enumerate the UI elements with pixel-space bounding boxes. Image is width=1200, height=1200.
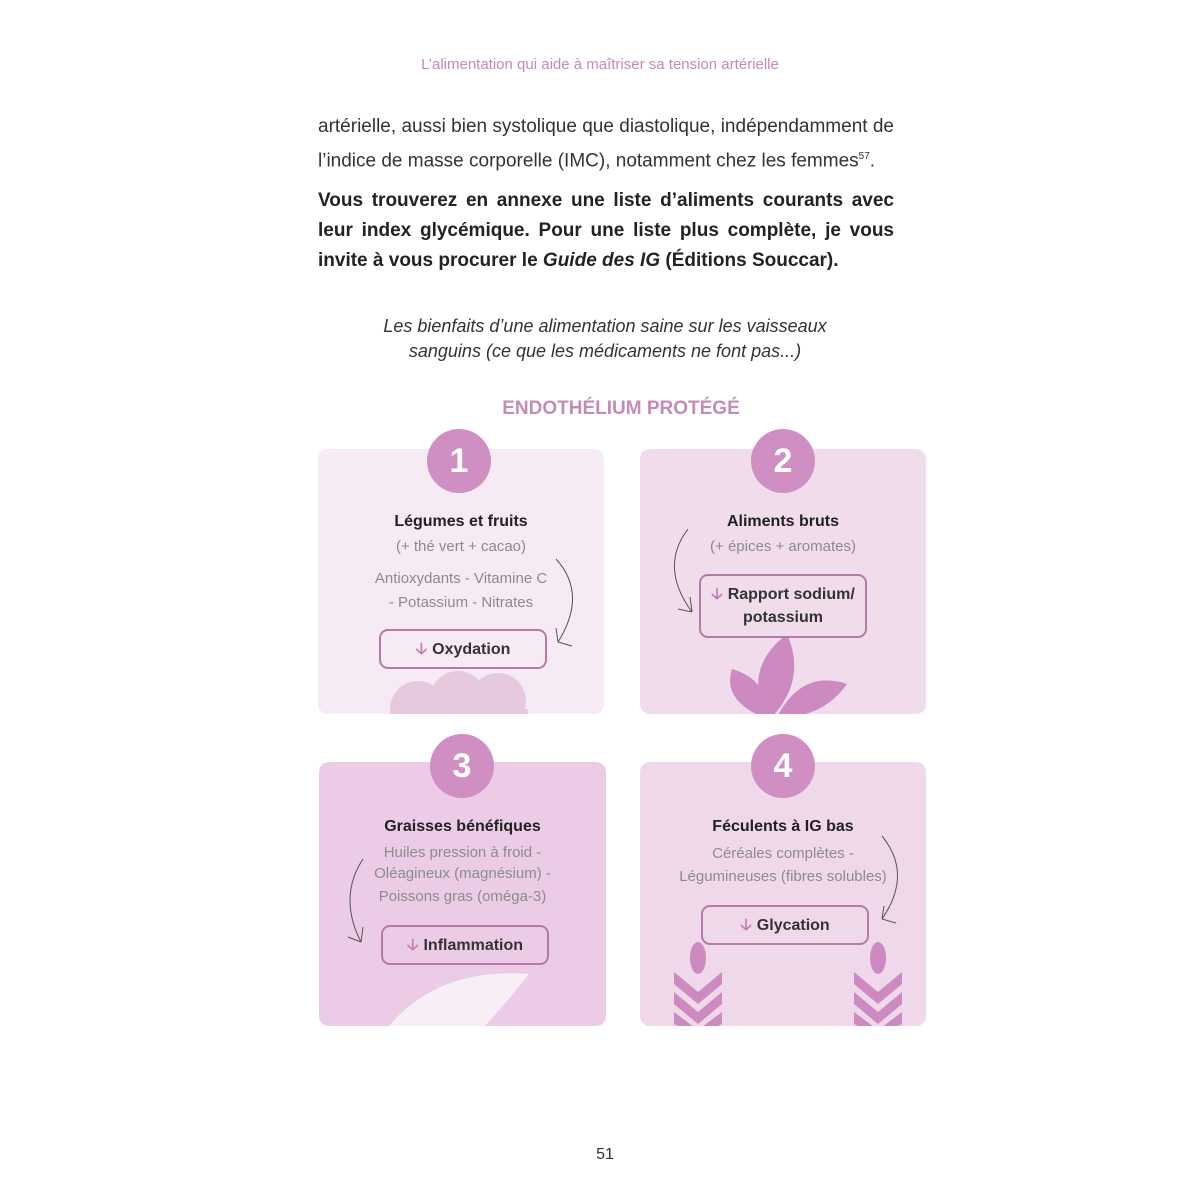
arrow-down-icon: 🡣 — [711, 586, 723, 603]
figure-caption — [330, 314, 880, 364]
effect-box — [381, 925, 549, 965]
card-title: Légumes et fruits — [394, 513, 528, 530]
card-title: Graisses bénéfiques — [384, 818, 541, 835]
effect-label: Oxydation — [432, 640, 511, 658]
card-detail: Poissons gras (oméga-3) — [378, 888, 547, 905]
curved-arrow-icon — [664, 527, 704, 617]
card-healthy-fats — [319, 762, 606, 1026]
caption-line: Les bienfaits d’une alimentation saine sur les vaisseaux — [383, 316, 827, 336]
arrow-down-icon: 🡣 — [415, 640, 428, 658]
curved-arrow-icon — [343, 857, 373, 947]
effect-line — [711, 583, 855, 606]
card-subtitle: (+ épices + aromates) — [710, 538, 856, 555]
arrow-down-icon: 🡣 — [406, 936, 419, 954]
effect-label: Rapport sodium/ — [727, 586, 855, 603]
body-paragraph — [318, 112, 894, 176]
running-header: L’alimentation qui aide à maîtriser sa tension artérielle — [421, 56, 779, 73]
figure-title: ENDOTHÉLIUM PROTÉGÉ — [502, 398, 740, 419]
step-number-1: 1 — [427, 429, 491, 493]
caption-line: sanguins (ce que les médicaments ne font pas...) — [408, 341, 802, 361]
step-number-3: 3 — [430, 734, 494, 798]
curved-arrow-icon — [878, 834, 912, 924]
effect-label: potassium — [742, 609, 823, 626]
effect-label: Inflammation — [423, 936, 524, 954]
card-detail: - Potassium - Nitrates — [388, 594, 534, 611]
curved-arrow-icon — [548, 554, 588, 649]
effect-box — [699, 574, 867, 638]
arrow-down-icon: 🡣 — [740, 916, 752, 934]
paragraph-text: artérielle, aussi bien systolique que diastolique, indépendamment de l’indice de masse corporelle (IMC), notamment chez les femmes — [318, 116, 894, 172]
card-low-gi-starches — [640, 762, 926, 1026]
book-title: Guide des IG — [542, 250, 661, 271]
footnote-ref: 57 — [858, 151, 870, 162]
fish-icon — [379, 962, 549, 1026]
step-number-2: 2 — [751, 429, 815, 493]
effect-box — [701, 905, 869, 945]
bold-paragraph — [318, 186, 894, 276]
card-detail: Oléagineux (magnésium) - — [374, 865, 551, 882]
effect-box — [379, 629, 547, 669]
paragraph-text: Vous trouverez en annexe une liste d’aliments courants avec leur index glycémique. Pour une liste plus complète, je vous invite à vous procurer le — [318, 190, 894, 271]
card-detail: Céréales complètes - — [712, 845, 854, 862]
step-number-4: 4 — [751, 734, 815, 798]
card-detail: Antioxydants - Vitamine C — [374, 570, 548, 587]
wheat-icon — [670, 942, 726, 1026]
wheat-icon — [850, 942, 906, 1026]
paragraph-end: . — [869, 150, 876, 172]
paragraph-end: (Éditions Souccar). — [660, 250, 839, 271]
card-subtitle: (+ thé vert + cacao) — [395, 538, 527, 555]
card-title: Féculents à IG bas — [712, 818, 854, 835]
card-title: Aliments bruts — [726, 513, 839, 530]
effect-label: Glycation — [756, 916, 830, 934]
leaves-icon — [722, 629, 852, 714]
page-number: 51 — [596, 1146, 614, 1163]
card-detail: Huiles pression à froid - — [383, 844, 542, 861]
card-detail: Légumineuses (fibres solubles) — [679, 868, 887, 885]
